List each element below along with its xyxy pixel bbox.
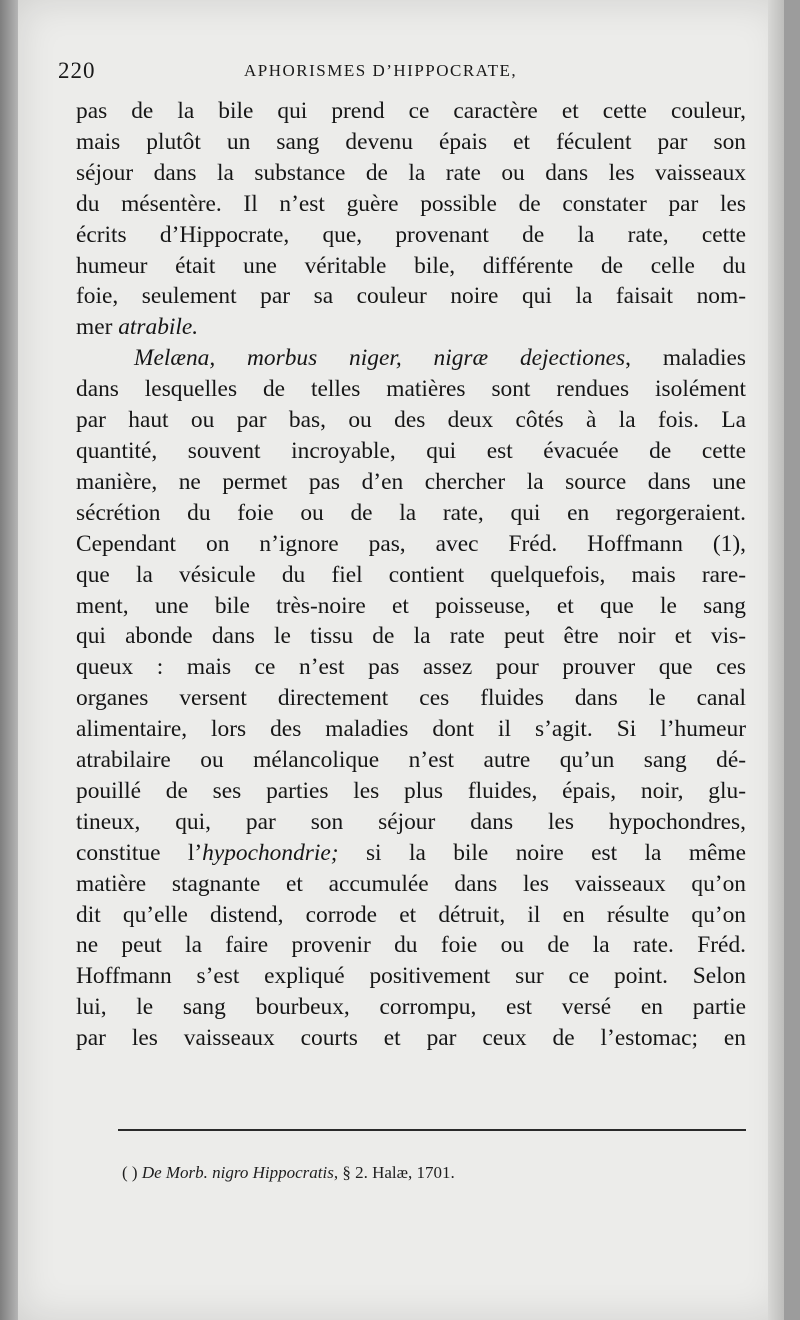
italic-term-atrabile: atrabile. [118,314,199,341]
text-line-atrabile [76,312,746,343]
running-header [58,58,738,90]
footnote-marker: ( ) [122,1163,138,1182]
text-line: lui, le sang bourbeux, corrompu, est versé en partie [76,994,746,1021]
footnote-title: De Morb. nigro Hippocratis [141,1163,334,1182]
text-line: foie, seulement par sa couleur noire qui la faisait nom- [76,283,746,310]
text-line: dans lesquelles de telles matières sont rendues isolément [76,376,746,403]
text-line: ne peut la faire provenir du foie ou de la rate. Fréd. [76,932,746,959]
footnote-rest: , § 2. Halæ, 1701. [333,1163,455,1182]
text-line: dit qu’elle distend, corrode et détruit, il en résulte qu’on [76,901,746,928]
text-line: quantité, souvent incroyable, qui est évacuée de cette [76,437,746,464]
text-line: pouillé de ses parties les plus fluides, épais, noir, glu- [76,777,746,804]
text-line: alimentaire, lors des maladies dont il s’agit. Si l’humeur [76,716,746,743]
text-line: matière stagnante et accumulée dans les vaisseaux qu’on [76,870,746,897]
running-title: APHORISMES D’HIPPOCRATE, [244,61,518,80]
text-line: tineux, qui, par son séjour dans les hypochondres, [76,808,746,835]
text-line: par les vaisseaux courts et par ceux de l’estomac; en [76,1025,746,1052]
text-line: Cependant on n’ignore pas, avec Fréd. Hoffmann (1), [76,530,746,557]
text-line-melaena [76,343,746,374]
text-line: organes versent directement ces fluides dans le canal [76,685,746,712]
text-line: écrits d’Hippocrate, que, provenant de la rate, cette [76,221,746,248]
text-line: pas de la bile qui prend ce caractère et cette couleur, [76,98,746,124]
text-segment: constitue l’ [76,839,203,866]
italic-term-hypochondrie: hypochondrie; [202,839,339,866]
page-number: 220 [58,58,96,83]
text-line: sécrétion du foie ou de la rate, qui en regorgeraient. [76,499,746,526]
text-segment: mer [76,314,119,341]
book-page [18,0,784,1320]
footnote [122,1163,455,1183]
text-line: du mésentère. Il n’est guère possible de constater par les [76,190,746,217]
text-line: humeur était une véritable bile, différente de celle du [76,252,746,279]
text-line: ment, une bile très-noire et poisseuse, et que le sang [76,592,746,619]
text-line-hypochondrie [76,838,746,869]
text-line: queux : mais ce n’est pas assez pour prouver que ces [76,654,746,681]
book-spine-shadow [0,0,18,1320]
text-line: manière, ne permet pas d’en chercher la source dans une [76,468,746,495]
text-line: par haut ou par bas, ou des deux côtés à la fois. La [76,407,746,434]
text-line: Hoffmann s’est expliqué positivement sur ce point. Selon [76,963,746,990]
footnote-rule [118,1129,746,1131]
text-line: mais plutôt un sang devenu épais et féculent par son [76,128,746,155]
italic-term-melaena: Melæna, morbus niger, nigræ dejectiones [134,345,626,372]
text-line: que la vésicule du fiel contient quelquefois, mais rare- [76,561,746,588]
body-text [76,96,746,1054]
text-line: qui abonde dans le tissu de la rate peut être noir et vis- [76,623,746,650]
text-segment: si la bile noire est la même [338,839,746,866]
text-line: atrabilaire ou mélancolique n’est autre qu’un sang dé- [76,747,746,774]
page-edge [768,0,784,1320]
text-segment: , maladies [625,345,746,372]
text-line: séjour dans la substance de la rate ou dans les vaisseaux [76,159,746,186]
